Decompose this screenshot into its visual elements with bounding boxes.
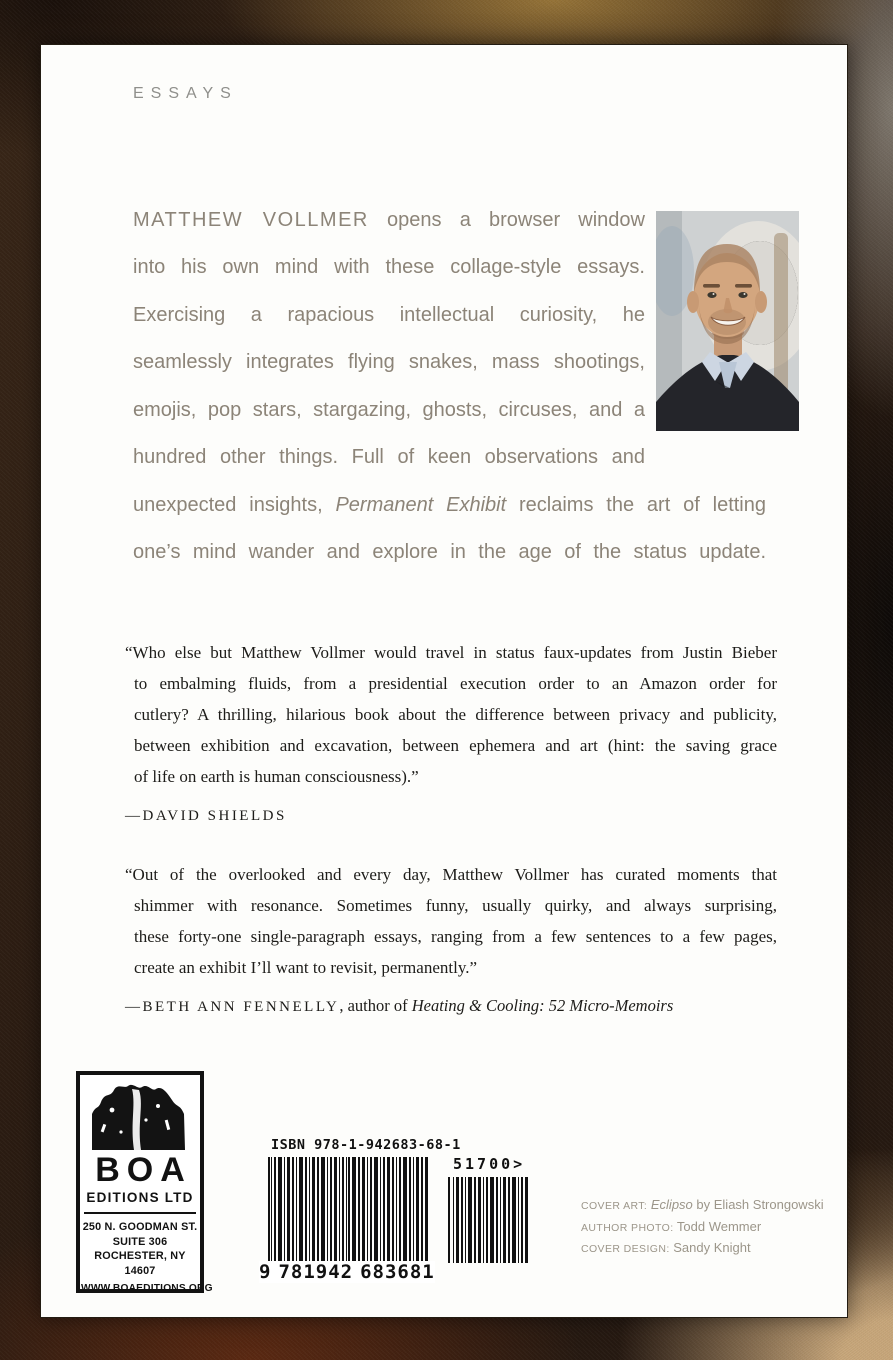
description-line: hundred other things. Full of keen observations and [133, 446, 645, 468]
description-line: one’s mind wander and explore in the age of the status update. [133, 541, 766, 563]
attribution-name: —BETH ANN FENNELLY [125, 999, 340, 1015]
ean-digit-group: 9 [259, 1261, 272, 1283]
blurb-line: shimmer with resonance. Sometimes funny, usually quirky, and always surprising, [134, 896, 777, 915]
credit-cover-art [581, 1195, 824, 1217]
publisher-logo-art [88, 1080, 192, 1152]
book-title: Permanent Exhibit [335, 494, 507, 516]
description-line: Exercising a rapacious intellectual curiosity, he [133, 304, 645, 326]
ean-barcode [268, 1157, 428, 1261]
description-text: unexpected insights, [133, 494, 336, 516]
blurb-line: between exhibition and excavation, between ephemera and art (hint: the saving grace [134, 736, 777, 755]
credit-label: COVER ART: [581, 1200, 648, 1212]
description-text: opens a browser window [368, 209, 645, 231]
attribution-name: —DAVID SHIELDS [125, 808, 287, 824]
ean-digit-group: 781942 [278, 1261, 354, 1283]
credit-label: COVER DESIGN: [581, 1243, 670, 1255]
book-back-cover [40, 44, 848, 1318]
description-line [133, 197, 645, 245]
publisher-subname: EDITIONS LTD [84, 1190, 196, 1214]
blurb-beth-ann-fennelly [125, 859, 777, 1019]
credit-cover-design [581, 1238, 824, 1260]
attribution-work-title: Heating & Cooling: 52 Micro-Memoirs [411, 996, 674, 1015]
blurb-line: of life on earth is human consciousness).” [134, 767, 419, 786]
credit-artwork-title: Eclipso [650, 1197, 693, 1212]
publisher-address-line: ROCHESTER, NY 14607 [94, 1250, 186, 1277]
genre-label: ESSAYS [133, 85, 238, 102]
blurb-line: “Out of the overlooked and every day, Matthew Vollmer has curated moments that [125, 865, 777, 884]
blurb-david-shields [125, 637, 777, 828]
price-supplement-code: 51700> [453, 1155, 526, 1173]
blurb-line: cutlery? A thrilling, hilarious book about the difference between privacy and publicity, [134, 705, 777, 724]
supplement-barcode [448, 1177, 530, 1263]
ean-digit-group: 683681 [360, 1261, 435, 1283]
author-name: MATTHEW VOLLMER [133, 209, 369, 231]
ean-digits [259, 1261, 435, 1283]
publisher-name: BOA [95, 1151, 192, 1189]
description-line [133, 482, 766, 530]
publisher-address-line: 250 N. GOODMAN ST. [82, 1221, 198, 1233]
publisher-website: WWW.BOAEDITIONS.ORG [81, 1283, 213, 1294]
credit-label: AUTHOR PHOTO: [581, 1221, 674, 1234]
blurb-attribution [125, 994, 777, 1019]
author-photo [656, 211, 799, 431]
credit-author-photo [581, 1217, 824, 1239]
publisher-address-line: SUITE 306 [112, 1235, 168, 1248]
description-line: into his own mind with these collage-style essays. [133, 256, 645, 278]
blurb-attribution [125, 803, 777, 828]
credit-value: by Eliash Strongowski [692, 1197, 824, 1212]
description-line: seamlessly integrates flying snakes, mass shootings, [133, 351, 645, 373]
description-text: reclaims the art of letting [506, 494, 766, 516]
credits-block [581, 1195, 824, 1260]
blurb-line: create an exhibit I’ll want to revisit, permanently.” [134, 958, 478, 977]
attribution-role: , author of [339, 996, 412, 1015]
blurb-line: “Who else but Matthew Vollmer would travel in status faux-updates from Justin Bieber [125, 643, 777, 662]
publisher-logo-box [76, 1071, 213, 1294]
credit-value: Sandy Knight [673, 1240, 751, 1255]
description-line: emojis, pop stars, stargazing, ghosts, circuses, and a [133, 399, 645, 421]
isbn-number: ISBN 978-1-942683-68-1 [271, 1137, 461, 1153]
credit-value: Todd Wemmer [676, 1218, 762, 1234]
blurb-line: these forty-one single-paragraph essays, ranging from a few sentences to a few pages, [134, 927, 777, 946]
blurb-line: to embalming fluids, from a presidential execution order to an Amazon order for [134, 674, 777, 693]
